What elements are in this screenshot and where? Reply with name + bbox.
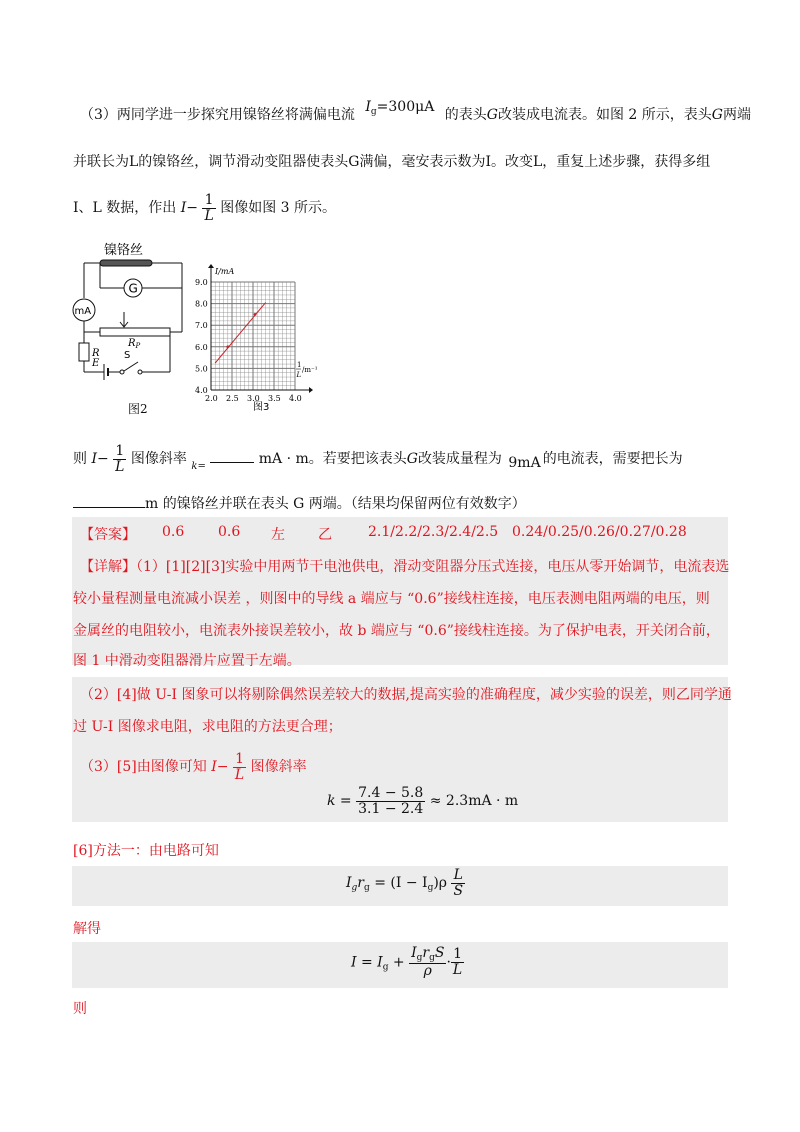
i-vs-1-over-L-chart [195,250,340,415]
y-tick-label: 4.0 [195,386,208,395]
question-line-4: 则 I− $\frac{1}{L}$ 图像斜率 $_{k=}$ mA · m。若要把该表头G改装成量程为 9mA 的电流表，需要把长为 [73,443,683,475]
result-equation: $I = I_g$ + $\frac{I_gr_gS}{\rho}$ · $\frac{1}{L}$ [351,945,463,980]
y-tick-label: 8.0 [195,299,208,309]
x-tick-label: 3.0 [247,394,260,403]
x-axis-arrow [309,387,313,393]
y-axis-label: I/mA [215,267,235,276]
x-axis-label-unit: /m⁻¹ [302,366,318,374]
question-line-2: 并联长为L的镍铬丝，调节滑动变阻器使表头G满偏，毫安表示数为I。改变L，重复上述步骤，获得多组 [73,154,711,170]
y-tick-label: 6.0 [195,342,208,352]
resistor [79,343,89,361]
detail-line-3: 金属丝的电阻较小，电流表外接误差较小，故 b 端应与 “0.6”接线柱连接。为了保护电表，开关闭合前， [73,623,720,639]
x-tick-label: 2.0 [205,394,218,403]
answer-value: 左 [271,527,285,543]
detail-line-7: （3）[5]由图像可知 I− $\frac{1}{L}$ 图像斜率 [80,751,307,783]
detail-line-4: 图 1 中滑动变阻器滑片应置于左端。 [73,653,301,669]
y-tick-label: 9.0 [195,278,208,287]
battery-label: E [92,358,100,369]
method-one-label: [6]方法一：由电路可知 [73,843,219,859]
fraction-1-over-L: $\frac{1}{L}$ [115,443,125,475]
data-point [254,313,257,316]
circuit-equation: $I_gr_g = (I - I_g)\rho$ $\frac{L}{S}$ [346,867,464,899]
y-tick-label: 7.0 [195,321,208,331]
answer-value: 0.24/0.25/0.26/0.27/0.28 [512,524,687,540]
answer-value: 0.6 [162,524,185,540]
fig3-caption: 图3 [253,402,270,413]
answer-row: 【答案】 [80,527,136,543]
question-line-3: I、L 数据，作出 I− $\frac{1}{L}$ 图像如图 3 所示。 [73,192,337,224]
detail-line-2: 较小量程测量电流减小误差 ，则图中的导线 a 端应与 “0.6”接线柱连接，电压表测电阻两端的电压，则 [73,591,710,607]
detail-line-5: （2）[4]做 U-I 图象可以将剔除偶然误差较大的数据,提高实验的准确程度，减少实验的误差，则乙同学通 [80,687,732,703]
question-line-5: m 的镍铬丝并联在表头 G 两端。（结果均保留两位有效数字） [73,493,526,513]
x-axis-label-den: L [296,371,302,379]
y-tick-label: 5.0 [195,364,208,374]
fraction-1-over-L: $\frac{1}{L}$ [204,192,214,224]
rheostat-slider [120,316,128,327]
detail-line-6: 过 U-I 图像求电阻，求电阻的方法更合理； [73,719,342,735]
rheostat [100,328,170,336]
answer-value: 0.6 [218,524,241,540]
resistor-label: R [92,348,100,359]
y-axis-arrow [208,264,214,268]
fig2-caption: 图2 [128,402,148,416]
x-tick-label: 2.5 [226,394,239,403]
switch-label: S [124,350,131,361]
fraction-1-over-L: $\frac{1}{L}$ [234,751,245,783]
circuit-diagram [72,240,197,415]
x-tick-label: 3.5 [268,394,281,403]
answer-blank-slope[interactable] [210,462,254,463]
question-line-1: （3）两同学进一步探究用镍铬丝将满偏电流 $I_g=300\mu A$ 的表头G改装成电流表。如图 2 所示，表头G两端 [80,99,751,123]
switch-blade [124,362,138,371]
switch-contact [138,370,142,374]
switch-contact [120,370,124,374]
ig-formula: $I_g=300\mu A$ [365,99,435,117]
solve-label: 解得 [73,921,101,937]
answer-blank-length[interactable] [73,507,145,508]
ammeter-label: mA [74,306,92,317]
detail-line-1: 【详解】（1）[1][2][3]实验中用两节干电池供电，滑动变阻器分压式连接，电压从零开始调节，电流表选 [80,559,730,575]
slope-equation: k = $\frac{7.4 - 5.8}{3.1 - 2.4}$ ≈ 2.3mA · m [327,785,519,817]
data-point [226,345,229,348]
x-tick-label: 4.0 [289,394,302,403]
nichrome-wire [100,260,152,266]
galvanometer-label: G [128,281,138,296]
x-axis-label-num: 1 [297,361,302,369]
answer-value: 2.1/2.2/2.3/2.4/2.5 [368,524,499,540]
wire-label: 镍铬丝 [104,243,144,258]
rheostat-label: $R_P$ [128,338,141,350]
answer-value: 乙 [318,527,332,543]
then-label: 则 [73,1001,87,1017]
